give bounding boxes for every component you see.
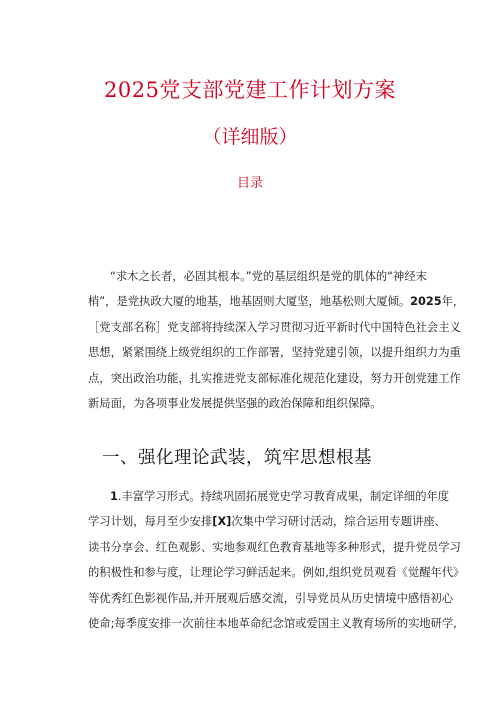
intro-text: 年，	[441, 295, 465, 309]
intro-year: 2025	[410, 295, 442, 309]
intro-line: 点，突出政治功能，扎实推进党支部标准化规范化建设，努力开创党建工作	[88, 371, 461, 385]
toc-label: 目录	[236, 176, 263, 191]
item-line: 的积极性和参与度，让理论学习鲜活起来。例如,组织党员观看《觉醒年代》	[88, 566, 465, 580]
section-heading: 一、强化理论武装，筑牢思想根基	[102, 448, 372, 468]
intro-line: “求木之长者，必固其根本。”党的基层组织是党的肌体的“神经末	[110, 270, 427, 283]
intro-line: ［党支部名称］党支部将持续深入学习贯彻习近平新时代中国特色社会主义	[88, 320, 461, 334]
intro-line: 新局面，为各项事业发展提供坚强的政治保障和组织保障。	[88, 397, 382, 411]
item-line	[88, 484, 450, 509]
document-title: 2025党支部党建工作计划方案	[104, 78, 396, 102]
item-line: 使命;每季度安排一次前往本地革命纪念馆或爱国主义教育场所的实地研学,	[88, 617, 457, 631]
item-text: 学习计划，每月至少安排	[88, 515, 213, 529]
item-line	[88, 509, 446, 534]
document-subtitle: （详细版）	[202, 126, 298, 148]
section-item	[88, 484, 465, 636]
item-text: 次集中学习研讨活动，综合运用专题讲座、	[231, 515, 446, 529]
intro-line: 思想，紧紧围绕上级党组织的工作部署，坚持党建引领，以提升组织力为重	[88, 346, 461, 360]
intro-text: 梢”，是党执政大厦的地基，地基固则大厦坚，地基松则大厦倾。	[88, 295, 411, 309]
placeholder-mark: [X]	[212, 515, 232, 529]
item-line: 等优秀红色影视作品,并开展观后感交流，引导党员从历史情境中感悟初心	[88, 591, 454, 605]
intro-paragraph	[88, 264, 465, 416]
item-text: .丰富学习形式。持续巩固拓展党史学习教育成果，制定详细的年度	[117, 490, 450, 503]
item-number: 1	[110, 490, 118, 503]
item-line: 读书分享会、红色观影、实地参观红色教育基地等多种形式，提升党员学习	[88, 540, 461, 554]
intro-line	[88, 289, 465, 314]
